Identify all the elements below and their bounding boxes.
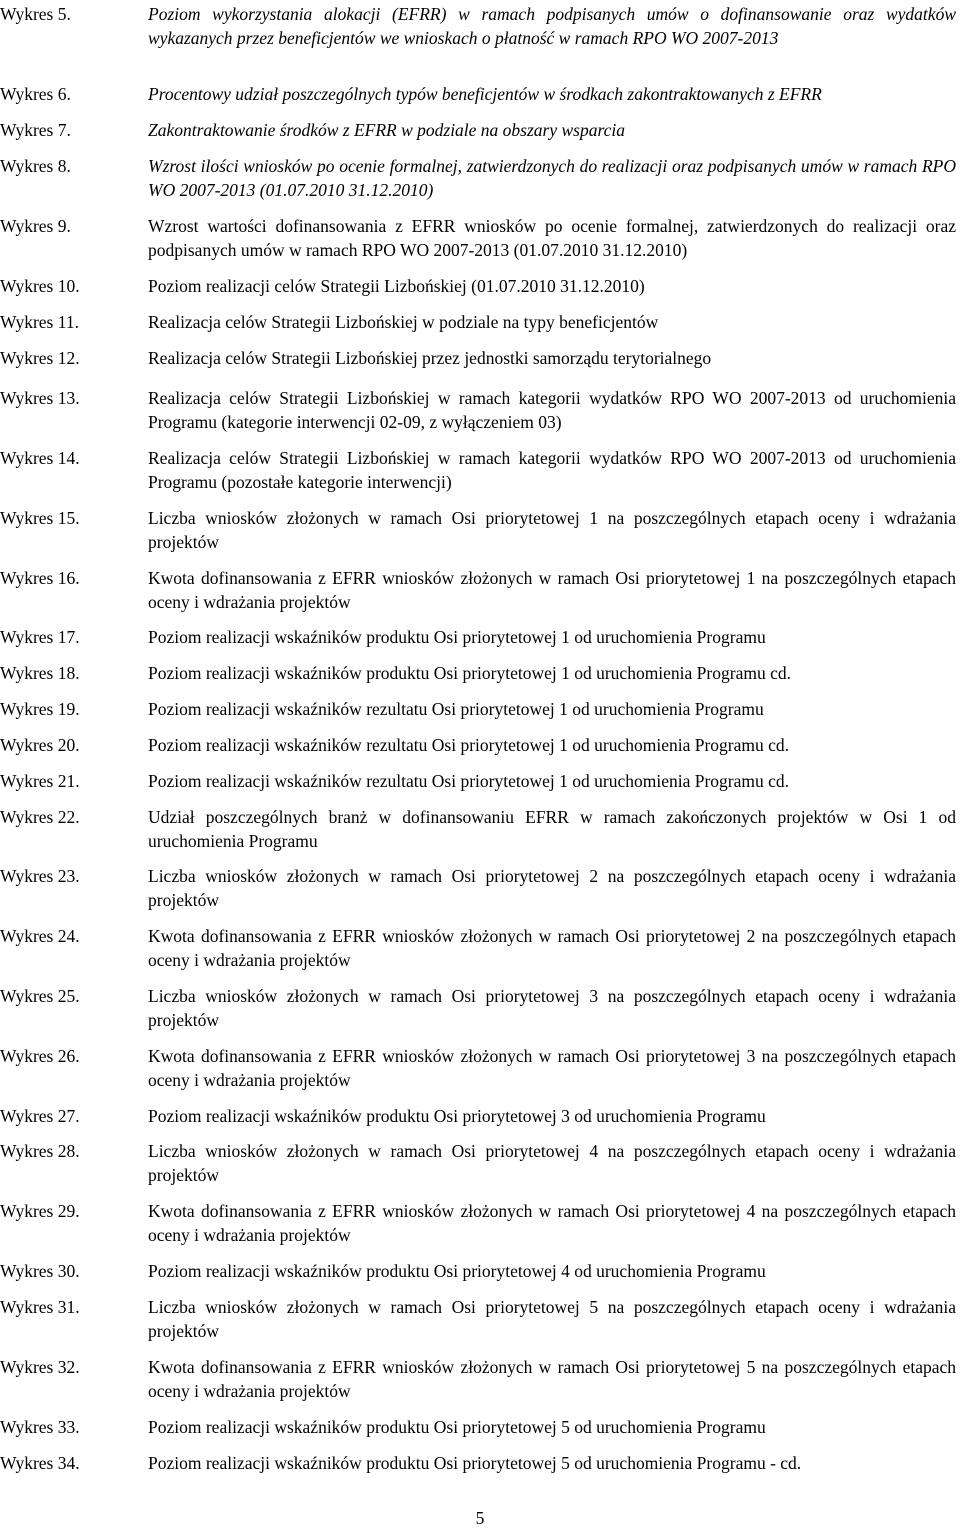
figure-number: Wykres 20. (0, 735, 80, 755)
figure-title: Poziom realizacji wskaźników produktu Osi priorytetowej 4 od uruchomienia Programu (148, 1261, 766, 1281)
figure-title: Poziom realizacji celów Strategii Lizbońskiej (01.07.2010 31.12.2010) (148, 276, 645, 296)
figure-number: Wykres 27. (0, 1106, 80, 1126)
figure-number: Wykres 13. (0, 388, 80, 408)
figure-number: Wykres 24. (0, 926, 80, 946)
figure-number: Wykres 25. (0, 986, 80, 1006)
figure-number: Wykres 22. (0, 807, 80, 827)
figure-title: Poziom realizacji wskaźników produktu Osi priorytetowej 1 od uruchomienia Programu cd. (148, 663, 791, 683)
figure-title: Poziom realizacji wskaźników produktu Osi priorytetowej 5 od uruchomienia Programu (148, 1417, 766, 1437)
figure-title: Liczba wniosków złożonych w ramach Osi priorytetowej 2 na poszczególnych etapach oceny i wdrażania projektów (148, 866, 956, 910)
figure-number: Wykres 26. (0, 1046, 80, 1066)
figure-number: Wykres 6. (0, 84, 71, 104)
figure-number: Wykres 11. (0, 312, 79, 332)
figure-number: Wykres 28. (0, 1141, 80, 1161)
figure-title: Realizacja celów Strategii Lizbońskiej w podziale na typy beneficjentów (148, 312, 659, 332)
figure-title: Poziom realizacji wskaźników produktu Osi priorytetowej 3 od uruchomienia Programu (148, 1106, 766, 1126)
figure-number: Wykres 12. (0, 348, 80, 368)
figure-title: Procentowy udział poszczególnych typów beneficjentów w środkach zakontraktowanych z EFRR (148, 84, 822, 104)
figure-title: Zakontraktowanie środków z EFRR w podziale na obszary wsparcia (148, 120, 626, 140)
figure-title: Kwota dofinansowania z EFRR wniosków złożonych w ramach Osi priorytetowej 1 na poszczególnych etapach oceny i wdrażania projektów (148, 568, 956, 612)
figure-title: Poziom realizacji wskaźników rezultatu Osi priorytetowej 1 od uruchomienia Programu cd. (148, 771, 789, 791)
figure-title: Wzrost wartości dofinansowania z EFRR wniosków po ocenie formalnej, zatwierdzonych do realizacji oraz podpisanych umów w ramach RPO WO 2007-2013 (01.07.2010 31.12.2010) (148, 216, 956, 260)
figure-title: Poziom realizacji wskaźników rezultatu Osi priorytetowej 1 od uruchomienia Programu cd. (148, 735, 789, 755)
figure-title: Poziom realizacji wskaźników rezultatu Osi priorytetowej 1 od uruchomienia Programu (148, 699, 764, 719)
figure-title: Realizacja celów Strategii Lizbońskiej w ramach kategorii wydatków RPO WO 2007-2013 od uruchomienia Programu (pozostałe kategorie interwencji) (148, 448, 956, 492)
figure-number: Wykres 32. (0, 1357, 80, 1377)
figure-number: Wykres 5. (0, 4, 71, 24)
figure-title: Poziom realizacji wskaźników produktu Osi priorytetowej 1 od uruchomienia Programu (148, 627, 766, 647)
figure-title: Poziom realizacji wskaźników produktu Osi priorytetowej 5 od uruchomienia Programu - cd. (148, 1453, 802, 1473)
figure-title: Realizacja celów Strategii Lizbońskiej w ramach kategorii wydatków RPO WO 2007-2013 od uruchomienia Programu (kategorie interwencji 02-09, z wyłączeniem 03) (148, 388, 956, 432)
figure-title: Wzrost ilości wniosków po ocenie formalnej, zatwierdzonych do realizacji oraz podpisanych umów w ramach RPO WO 2007-2013 (01.07.2010 31.12.2010) (148, 156, 956, 200)
figure-title: Kwota dofinansowania z EFRR wniosków złożonych w ramach Osi priorytetowej 3 na poszczególnych etapach oceny i wdrażania projektów (148, 1046, 956, 1090)
figure-number: Wykres 8. (0, 156, 71, 176)
figure-title: Kwota dofinansowania z EFRR wniosków złożonych w ramach Osi priorytetowej 4 na poszczególnych etapach oceny i wdrażania projektów (148, 1201, 956, 1245)
figure-title: Liczba wniosków złożonych w ramach Osi priorytetowej 5 na poszczególnych etapach oceny i wdrażania projektów (148, 1297, 956, 1341)
figure-title: Udział poszczególnych branż w dofinansowaniu EFRR w ramach zakończonych projektów w Osi 1 od uruchomienia Programu (148, 807, 956, 851)
figure-title: Liczba wniosków złożonych w ramach Osi priorytetowej 1 na poszczególnych etapach oceny i wdrażania projektów (148, 508, 956, 552)
figure-number: Wykres 18. (0, 663, 80, 683)
figure-title: Liczba wniosków złożonych w ramach Osi priorytetowej 3 na poszczególnych etapach oceny i wdrażania projektów (148, 986, 956, 1030)
figure-number: Wykres 30. (0, 1261, 80, 1281)
figure-number: Wykres 16. (0, 568, 80, 588)
figure-title: Poziom wykorzystania alokacji (EFRR) w ramach podpisanych umów o dofinansowanie oraz wydatków wykazanych przez beneficjentów we wnioskach o płatność w ramach RPO WO 2007-2013 (148, 4, 956, 48)
figure-number: Wykres 33. (0, 1417, 80, 1437)
figure-title: Kwota dofinansowania z EFRR wniosków złożonych w ramach Osi priorytetowej 2 na poszczególnych etapach oceny i wdrażania projektów (148, 926, 956, 970)
figure-number: Wykres 29. (0, 1201, 80, 1221)
figure-number: Wykres 23. (0, 866, 80, 886)
figure-number: Wykres 21. (0, 771, 80, 791)
page-number: 5 (475, 1508, 485, 1528)
figure-title: Liczba wniosków złożonych w ramach Osi priorytetowej 4 na poszczególnych etapach oceny i wdrażania projektów (148, 1141, 956, 1185)
figure-number: Wykres 14. (0, 448, 80, 468)
figure-number: Wykres 15. (0, 508, 80, 528)
figure-number: Wykres 10. (0, 276, 80, 296)
figure-number: Wykres 19. (0, 699, 80, 719)
figure-number: Wykres 7. (0, 120, 71, 140)
figure-number: Wykres 17. (0, 627, 80, 647)
figure-title: Realizacja celów Strategii Lizbońskiej przez jednostki samorządu terytorialnego (148, 348, 712, 368)
figure-number: Wykres 34. (0, 1453, 80, 1473)
figure-title: Kwota dofinansowania z EFRR wniosków złożonych w ramach Osi priorytetowej 5 na poszczególnych etapach oceny i wdrażania projektów (148, 1357, 956, 1401)
figure-number: Wykres 9. (0, 216, 71, 236)
figure-number: Wykres 31. (0, 1297, 80, 1317)
